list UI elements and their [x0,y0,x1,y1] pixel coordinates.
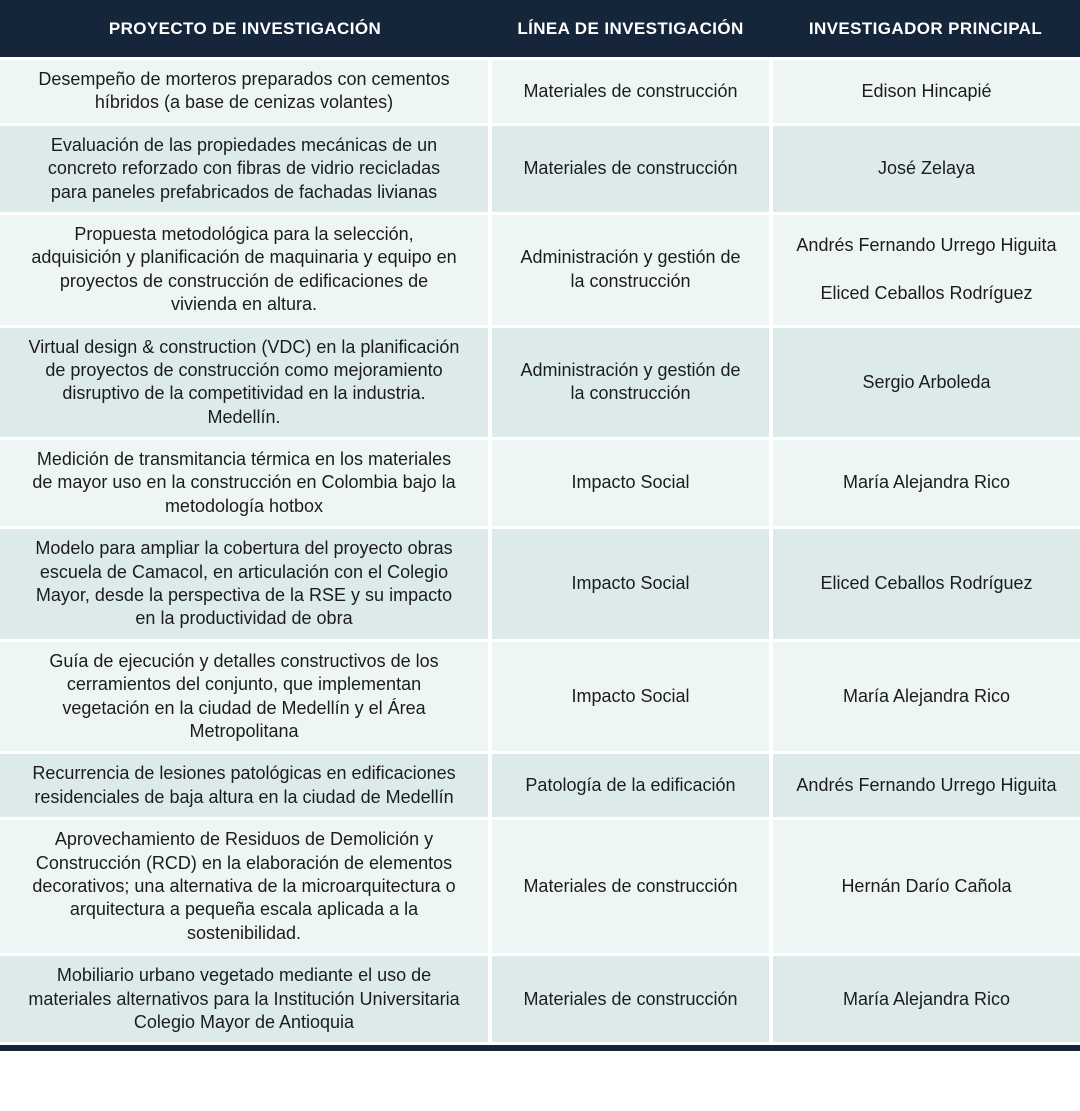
linea-label: Impacto Social [571,685,690,706]
investigator-cell [773,215,1080,325]
project-cell [0,754,488,817]
project-title: Evaluación de las propiedades mecánicas de un concreto reforzado con fibras de vidrio recicladas para paneles prefabricados de fachadas livianas [47,134,441,202]
investigator-cell [773,328,1080,438]
project-cell [0,820,488,953]
investigator-name: Andrés Fernando Urrego Higuita [796,775,1057,796]
table-body [0,57,1080,1042]
linea-label: Materiales de construcción [523,875,738,896]
table-header-row [0,0,1080,57]
project-title: Desempeño de morteros preparados con cementos híbridos (a base de cenizas volantes) [38,69,450,113]
table-row [0,440,1080,526]
investigator-cell [773,642,1080,752]
project-cell [0,529,488,639]
investigator-name: Edison Hincapié [861,80,992,101]
linea-cell [492,956,769,1042]
linea-cell [492,126,769,212]
table-row [0,754,1080,817]
bottom-accent-bar [0,1045,1080,1051]
project-title: Guía de ejecución y detalles constructivos de los cerramientos del conjunto, que implementan vegetación en la ciudad de Medellín y el Área Metropolitana [49,650,439,741]
table-row [0,328,1080,438]
investigator-cell [773,440,1080,526]
linea-cell [492,215,769,325]
project-title: Aprovechamiento de Residuos de Demolición y Construcción (RCD) en la elaboración de elementos decorativos; una alternativa de la microarquitectura o arquitectura a pequeña escala aplicada a la sostenibilidad. [32,829,456,943]
project-cell [0,60,488,123]
investigator-name: Eliced Ceballos Rodríguez [820,573,1033,594]
linea-cell [492,60,769,123]
table-row [0,215,1080,325]
linea-label: Materiales de construcción [523,80,738,101]
project-title: Modelo para ampliar la cobertura del proyecto obras escuela de Camacol, en articulación con el Colegio Mayor, desde la perspectiva de la RSE y su impacto en la productividad de obra [35,538,453,629]
project-cell [0,328,488,438]
investigator-name: María Alejandra Rico [842,685,1011,706]
linea-label: Materiales de construcción [523,158,738,179]
investigator-name: María Alejandra Rico [842,472,1011,493]
linea-label: Impacto Social [571,573,690,594]
project-title: Recurrencia de lesiones patológicas en edificaciones residenciales de baja altura en la ciudad de Medellín [32,763,456,807]
linea-label: Administración y gestión de la construcción [520,359,741,404]
project-title: Propuesta metodológica para la selección, adquisición y planificación de maquinaria y equipo en proyectos de construcción de edificaciones de vivienda en altura. [31,223,457,315]
investigator-cell [773,754,1080,817]
column-header-investigador: INVESTIGADOR PRINCIPAL [808,18,1043,38]
investigator-cell [773,956,1080,1042]
linea-cell [492,440,769,526]
project-title: Medición de transmitancia térmica en los materiales de mayor uso en la construcción en Colombia bajo la metodología hotbox [32,449,456,516]
linea-label: Impacto Social [571,472,690,493]
linea-cell [492,820,769,953]
table-row [0,820,1080,953]
investigator-cell [773,60,1080,123]
investigator-name: José Zelaya [877,158,976,179]
table-row [0,956,1080,1042]
investigator-cell [773,529,1080,639]
project-title: Mobiliario urbano vegetado mediante el uso de materiales alternativos para la Institución Universitaria Colegio Mayor de Antioquia [28,965,460,1032]
project-cell [0,215,488,325]
table-row [0,126,1080,212]
investigator-name: María Alejandra Rico [842,988,1011,1009]
project-title: Virtual design & construction (VDC) en la planificación de proyectos de construcción como mejoramiento disruptivo de la competitividad en la industria. Medellín. [28,336,460,427]
investigator-name: Eliced Ceballos Rodríguez [820,282,1033,303]
linea-cell [492,529,769,639]
project-cell [0,956,488,1042]
table-row [0,60,1080,123]
linea-cell [492,328,769,438]
project-cell [0,642,488,752]
linea-cell [492,754,769,817]
linea-label: Patología de la edificación [525,775,736,796]
project-cell [0,440,488,526]
investigator-cell [773,820,1080,953]
investigator-name: Andrés Fernando Urrego Higuita [796,235,1057,256]
linea-cell [492,642,769,752]
table-row [0,642,1080,752]
table-row [0,529,1080,639]
linea-label: Materiales de construcción [523,988,738,1009]
investigator-cell [773,126,1080,212]
investigator-name: Sergio Arboleda [862,371,991,392]
investigator-name: Hernán Darío Cañola [841,875,1012,896]
project-cell [0,126,488,212]
column-header-linea: LÍNEA DE INVESTIGACIÓN [517,18,744,38]
column-header-proyecto: PROYECTO DE INVESTIGACIÓN [108,18,382,38]
linea-label: Administración y gestión de la construcción [520,247,741,291]
